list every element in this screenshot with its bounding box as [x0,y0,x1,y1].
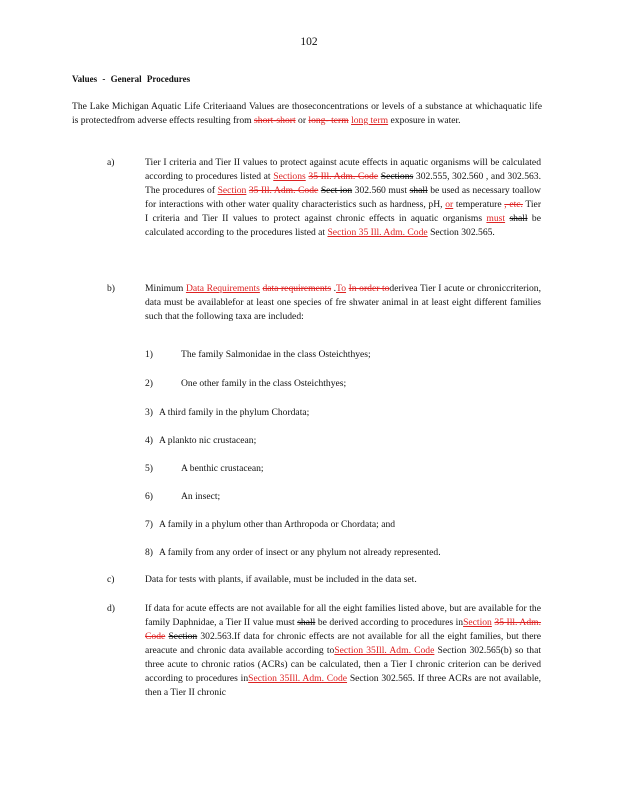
text-run: exposure in water. [388,115,461,126]
deleted-text: data requirements [262,283,332,294]
taxa-text: A benthic crustacean; [181,463,264,474]
taxa-text: A third family in the phylum Chordata; [159,407,310,418]
taxa-item [145,546,441,560]
deleted-text: Sections [380,171,414,182]
deleted-text: 35 Ill. Adm. Code [308,171,379,182]
inserted-text: Section [463,617,492,628]
deleted-text: short-short [254,115,296,126]
text-run: Tier I criteria and Tier II values to protect against chronic effects in aquatic organisms [145,199,542,224]
taxa-number: 4) [145,435,153,446]
item-text [145,282,541,324]
item-text [145,156,541,240]
text-run: Section 302.565(b) so that three acute to chronic ratios (ACRs) can be calculated, then a Tier I chronic criterion can be derived according to procedures in [145,645,542,684]
text-run: 302.555, 302.560 , and 302.563. The procedures of [145,171,541,196]
taxa-text: A plankto nic crustacean; [159,435,257,446]
text-run: Tier I criteria and Tier II values to protect against acute effects in aquatic organisms will be calculated according to procedures listed at [145,157,541,182]
deleted-text: Sect ion [320,185,353,196]
taxa-text: An insect; [181,491,221,502]
taxa-item [145,406,309,420]
taxa-item [145,462,264,476]
taxa-number: 1) [145,349,153,360]
text-run: Data for tests with plants, if available, must be included in the data set. [145,574,417,585]
item-label: b) [107,283,115,294]
taxa-item [145,518,395,532]
deleted-text: In order to [348,283,390,294]
taxa-item [145,434,256,448]
deleted-text: 35 Ill. Adm. Code [145,617,542,642]
taxa-number: 7) [145,519,153,530]
taxa-number: 2) [145,378,153,389]
taxa-text: A family in a phylum other than Arthropoda or Chordata; and [159,519,396,530]
text-run: derivea Tier I acute or chroniccriterion, data must be availablefor at least one species of fre shwater animal in at least eight different families such that the following taxa are included: [145,283,541,322]
text-run: 302.563.If data for chronic effects are not available for all the eight families, but there areacute and chronic data available according to [145,631,541,656]
text-run: 302.560 must [352,185,410,196]
text-run: temperature [453,199,505,210]
item-label: a) [107,157,115,168]
deleted-text: shall [509,213,528,224]
taxa-text: One other family in the class Osteichthyes; [181,378,347,389]
inserted-text: To [336,283,347,294]
deleted-text: shall [297,617,316,628]
text-run: be used as necessary toallow for interactions with other water quality characteristics such as hardness, pH, [145,185,541,210]
deleted-text: shall [409,185,428,196]
inserted-text: Section 35Ill. Adm. Code [248,673,348,684]
text-run: Section 302.565. If three ACRs are not available, then a Tier II chronic [145,673,542,698]
text-run: be calculated according to the procedures listed at [145,213,541,238]
deleted-text: , etc. [504,199,523,210]
taxa-number: 6) [145,491,153,502]
inserted-text: must [486,213,506,224]
inserted-text: Section [217,185,247,196]
item-label: d) [107,603,115,614]
text-run: If data for acute effects are not available for all the eight families listed above, but are available for the family Daphnidae, a Tier II value must [145,603,541,628]
text-run: be derived according to procedures in [315,617,464,628]
inserted-text: Sections [273,171,306,182]
deleted-text: Section [168,631,198,642]
text-run: or [295,115,309,126]
inserted-text: Section 35 Ill. Adm. Code [327,227,428,238]
taxa-number: 3) [145,407,153,418]
taxa-text: A family from any order of insect or any phylum not already represented. [159,547,441,558]
item-label: c) [107,574,115,585]
page-number: 102 [300,36,318,48]
intro-paragraph [72,100,542,128]
text-run: Minimum [145,283,186,294]
taxa-number: 5) [145,463,153,474]
section-heading: Values - General Procedures [72,74,191,84]
item-text [145,573,541,587]
item-text [145,602,541,700]
taxa-item [145,348,371,362]
taxa-item [145,490,220,504]
deleted-text: 35 Ill. Adm. Code [248,185,319,196]
inserted-text: long term [351,115,389,126]
inserted-text: Section 35Ill. Adm. Code [334,645,435,656]
text-run: The Lake Michigan Aquatic Life Criteriaand Values are thoseconcentrations or levels of a substance at whichaquatic life is protectedfrom adverse effects resulting from [72,101,542,126]
taxa-number: 8) [145,547,153,558]
inserted-text: Data Requirements [185,283,260,294]
text-run: Section 302.565. [427,227,495,238]
inserted-text: or [445,199,454,210]
text-run: . [331,283,337,294]
taxa-item [145,377,346,391]
deleted-text: long- term [308,115,349,126]
taxa-text: The family Salmonidae in the class Osteichthyes; [181,349,371,360]
